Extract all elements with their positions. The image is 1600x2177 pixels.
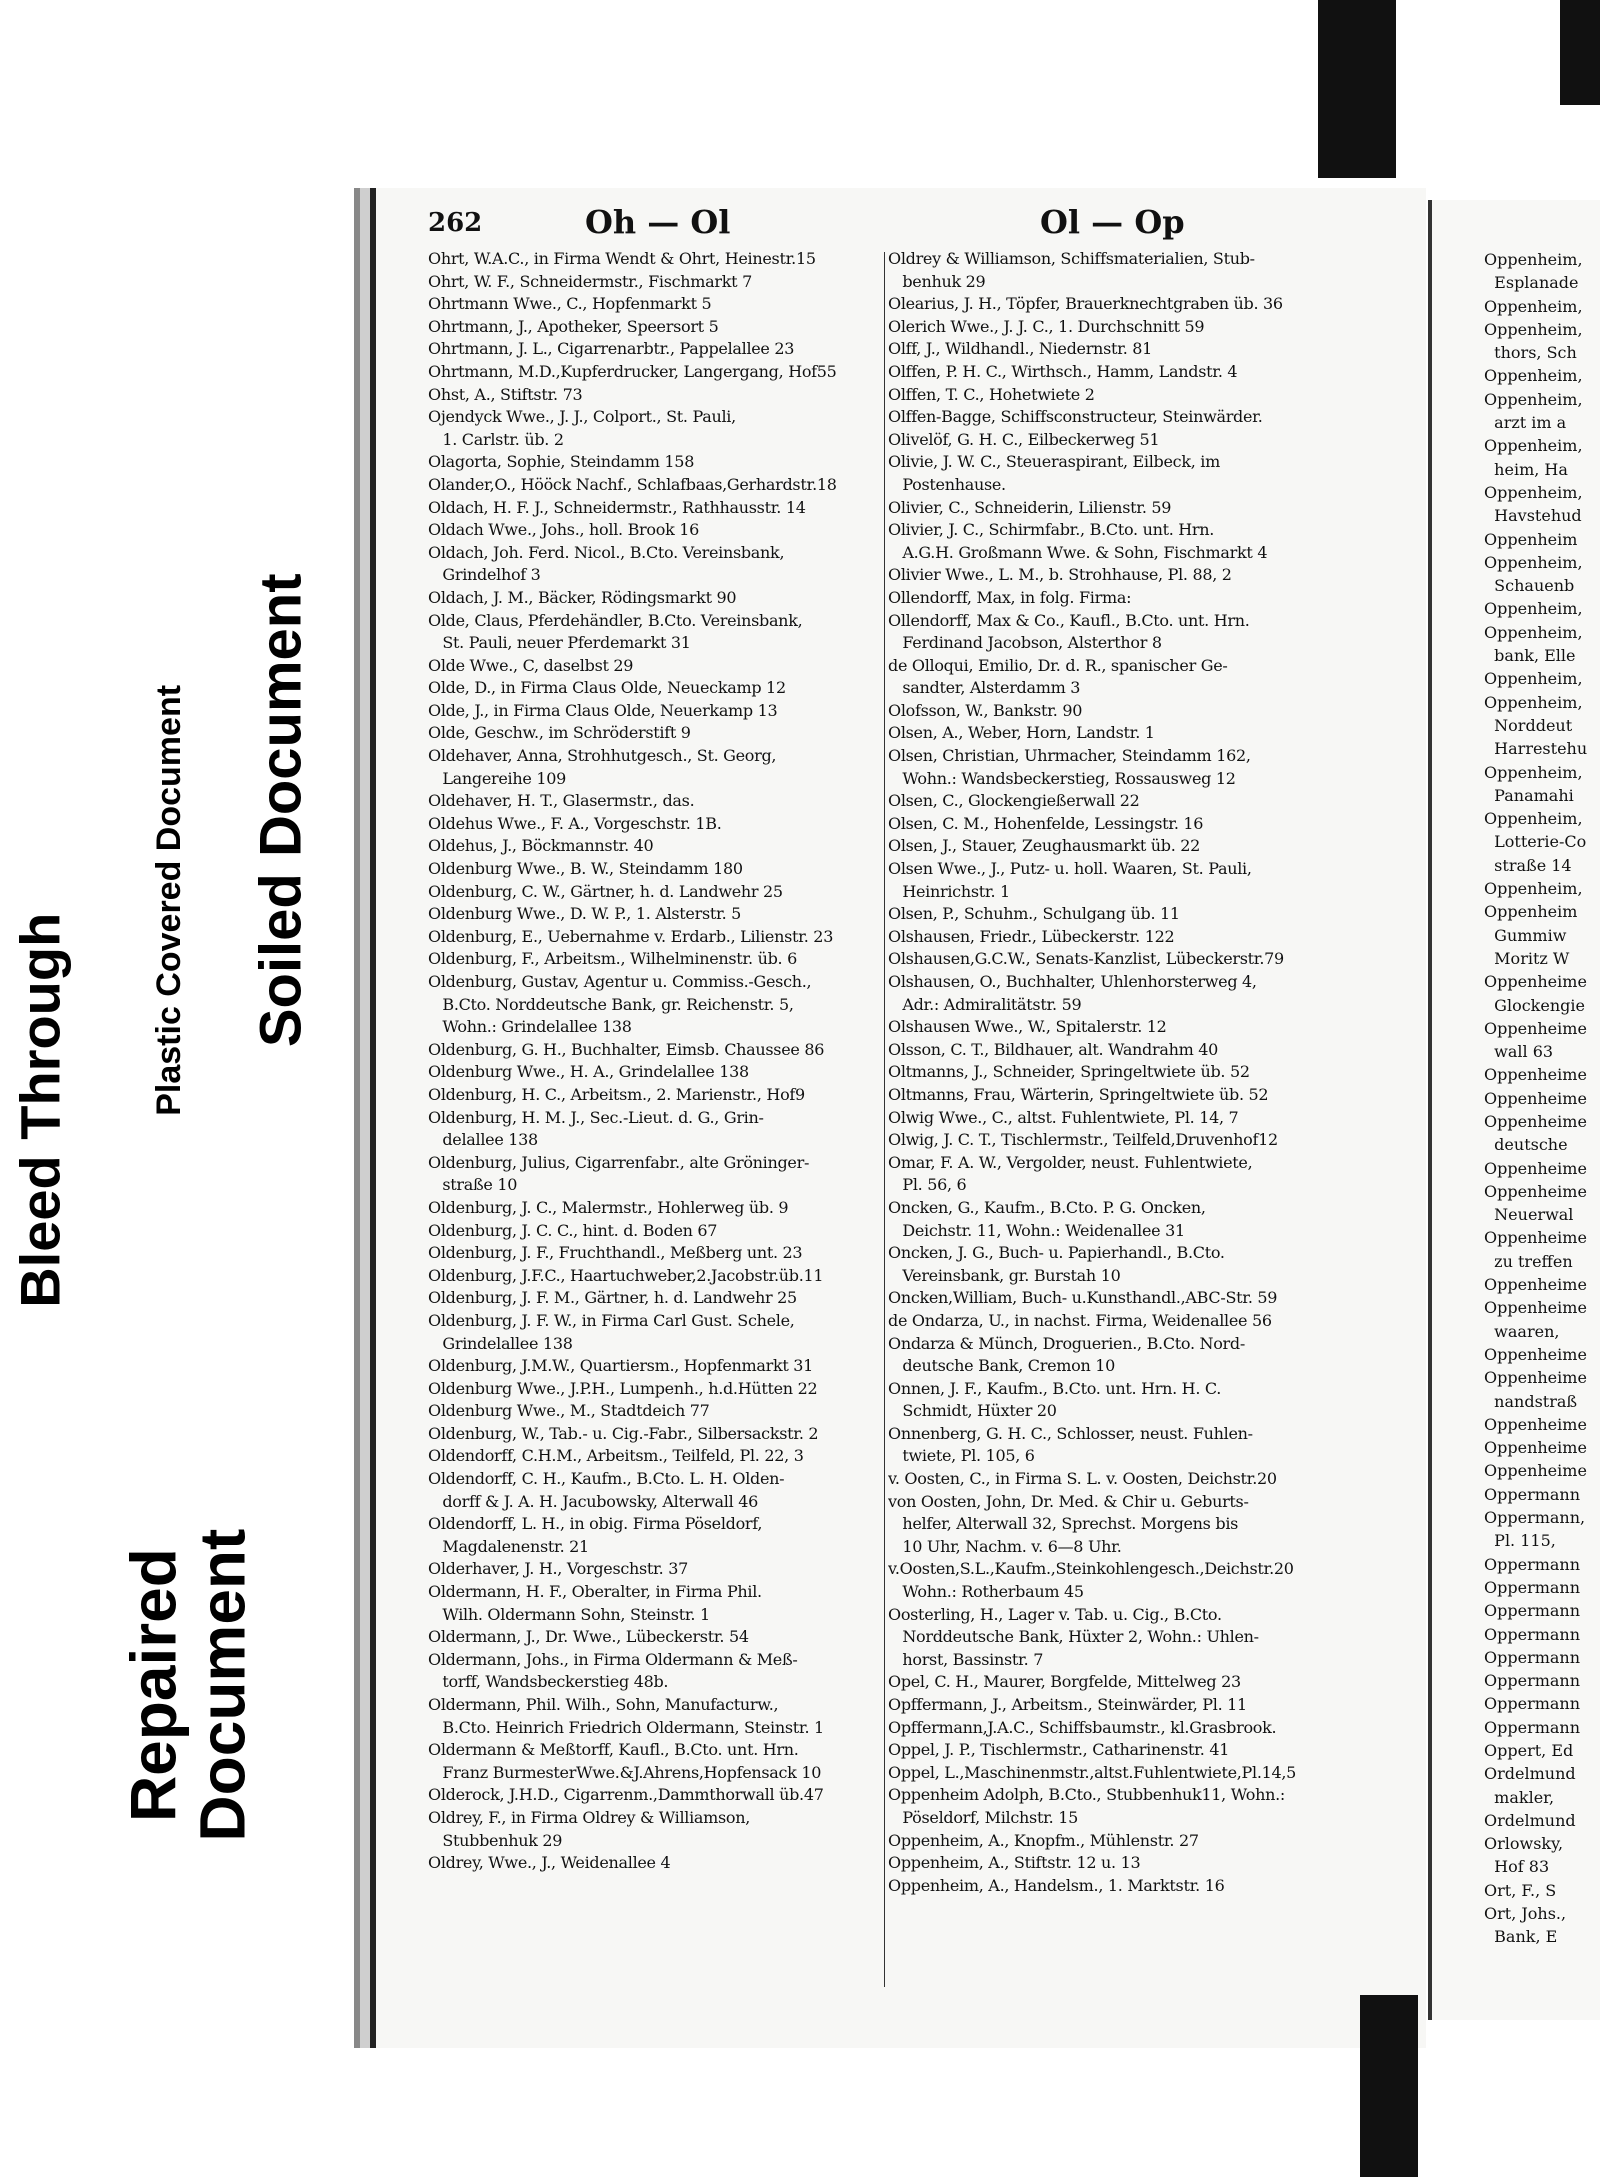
directory-entry-line: Oppenheime xyxy=(1484,1088,1587,1108)
soiled-document-label: Soiled Document xyxy=(238,510,326,1110)
directory-entry-line: Lotterie-Co xyxy=(1484,832,1587,852)
directory-entry-line: Stubbenhuk 29 xyxy=(428,1830,563,1850)
directory-entry-line: Ohrtmann, J., Apotheker, Speersort 5 xyxy=(428,316,719,336)
directory-entry-line: Pl. 56, 6 xyxy=(888,1175,967,1195)
directory-entry-line: Ojendyck Wwe., J. J., Colport., St. Pauli, xyxy=(428,407,736,427)
directory-entry-line: Opel, C. H., Maurer, Borgfelde, Mittelweg 23 xyxy=(888,1672,1241,1692)
directory-entry-line: Ordelmund xyxy=(1484,1810,1576,1830)
binding-clip-right xyxy=(1560,0,1600,105)
directory-entry-line: Harrestehu xyxy=(1484,739,1588,759)
directory-entry-line: Oppenheim, xyxy=(1484,552,1583,572)
directory-entry-line: Pl. 115, xyxy=(1484,1531,1556,1551)
directory-entry-line: helfer, Alterwall 32, Sprechst. Morgens bis xyxy=(888,1514,1239,1534)
directory-entry-line: Oppel, J. P., Tischlermstr., Catharinenstr. 41 xyxy=(888,1740,1230,1760)
directory-entry-line: Oldehaver, H. T., Glasermstr., das. xyxy=(428,791,695,811)
directory-entry-line: Oppermann xyxy=(1484,1694,1581,1714)
directory-entry-line: Oppermann xyxy=(1484,1554,1581,1574)
directory-entry-line: thors, Sch xyxy=(1484,343,1577,363)
directory-entry-line: Olsen, Christian, Uhrmacher, Steindamm 162, xyxy=(888,746,1251,766)
directory-entry-line: Oldendorff, C. H., Kaufm., B.Cto. L. H. Olden- xyxy=(428,1469,785,1489)
directory-entry-line: Olde, J., in Firma Claus Olde, Neuerkamp 13 xyxy=(428,700,778,720)
directory-entry-line: Oppenheime xyxy=(1484,1344,1587,1364)
directory-entry-line: Oldendorff, C.H.M., Arbeitsm., Teilfeld, Pl. 22, 3 xyxy=(428,1446,804,1466)
directory-entry-line: Oldermann, H. F., Oberalter, in Firma Phil. xyxy=(428,1582,762,1602)
directory-entry-line: Oncken, G., Kaufm., B.Cto. P. G. Oncken, xyxy=(888,1197,1206,1217)
directory-entry-line: Oppenheim, xyxy=(1484,809,1583,829)
directory-entry-line: Oldenburg, J. F. M., Gärtner, h. d. Landwehr 25 xyxy=(428,1288,797,1308)
directory-entry-line: Hof 83 xyxy=(1484,1857,1550,1877)
directory-entry-line: Ohrtmann Wwe., C., Hopfenmarkt 5 xyxy=(428,294,712,314)
directory-entry-line: Oppenheime xyxy=(1484,1414,1587,1434)
directory-entry-line: Oppenheime xyxy=(1484,1461,1587,1481)
directory-entry-line: Oldenburg, C. W., Gärtner, h. d. Landwehr 25 xyxy=(428,881,783,901)
directory-entry-line: Olde Wwe., C, daselbst 29 xyxy=(428,655,634,675)
directory-entry-line: Opffermann, J., Arbeitsm., Steinwärder, Pl. 11 xyxy=(888,1695,1247,1714)
directory-entry-line: Olshausen, O., Buchhalter, Uhlenhorsterweg 4, xyxy=(888,972,1257,991)
directory-entry-line: Havstehud xyxy=(1484,506,1582,526)
directory-entry-line: Oppenheim, xyxy=(1484,482,1583,502)
directory-entry-line: Oppenheime xyxy=(1484,972,1587,992)
directory-entry-line: Oppenheime xyxy=(1484,1158,1587,1178)
directory-entry-line: Oldenburg, H. C., Arbeitsm., 2. Marienstr., Hof9 xyxy=(428,1084,805,1104)
directory-entry-line: Oppenheim, xyxy=(1484,622,1583,642)
directory-entry-line: Olivier, C., Schneiderin, Lilienstr. 59 xyxy=(888,497,1172,517)
directory-entry-line: Bank, E xyxy=(1484,1927,1558,1947)
directory-entry-line: benhuk 29 xyxy=(888,271,986,291)
directory-entry-line: v.Oosten,S.L.,Kaufm.,Steinkohlengesch.,Deichstr.20 xyxy=(888,1559,1294,1579)
directory-entry-line: Oldrey, Wwe., J., Weidenallee 4 xyxy=(428,1853,671,1873)
directory-entry-line: Wohn.: Wandsbeckerstieg, Rossausweg 12 xyxy=(888,768,1236,788)
directory-entry-line: horst, Bassinstr. 7 xyxy=(888,1649,1044,1669)
directory-entry-line: Schmidt, Hüxter 20 xyxy=(888,1401,1057,1421)
directory-entry-line: Oppermann xyxy=(1484,1484,1581,1504)
directory-entry-line: Oldermann, Johs., in Firma Oldermann & Meß- xyxy=(428,1649,798,1669)
directory-entry-line: Magdalenenstr. 21 xyxy=(428,1536,589,1556)
directory-entry-line: Oldenburg, J. C. C., hint. d. Boden 67 xyxy=(428,1220,718,1240)
directory-entry-line: Oppenheim, xyxy=(1484,692,1583,712)
directory-entry-line: Norddeutsche Bank, Hüxter 2, Wohn.: Uhlen- xyxy=(888,1627,1259,1647)
directory-entry-line: Onnen, J. F., Kaufm., B.Cto. unt. Hrn. H. C. xyxy=(888,1378,1222,1398)
directory-entry-line: Oldehus Wwe., F. A., Vorgeschstr. 1B. xyxy=(428,813,722,833)
directory-entry-line: Oppenheim, xyxy=(1484,319,1583,339)
directory-entry-line: Oldenburg, E., Uebernahme v. Erdarb., Lilienstr. 23 xyxy=(428,926,834,946)
directory-entry-line: Wohn.: Grindelallee 138 xyxy=(428,1017,632,1037)
directory-entry-line: Oldehaver, Anna, Strohhutgesch., St. Georg, xyxy=(428,746,777,766)
directory-entry-line: deutsche Bank, Cremon 10 xyxy=(888,1356,1116,1376)
directory-entry-line: twiete, Pl. 105, 6 xyxy=(888,1446,1035,1466)
directory-entry-line: Oldenburg Wwe., J.P.H., Lumpenh., h.d.Hütten 22 xyxy=(428,1378,818,1398)
directory-entry-line: Olff, J., Wildhandl., Niedernstr. 81 xyxy=(888,339,1153,359)
directory-entry-line: Ollendorff, Max & Co., Kaufl., B.Cto. unt. Hrn. xyxy=(888,610,1250,630)
directory-entry-line: Olshausen,G.C.W., Senats-Kanzlist, Lübeckerstr.79 xyxy=(888,949,1284,969)
directory-entry-line: von Oosten, John, Dr. Med. & Chir u. Geburts- xyxy=(888,1491,1249,1511)
directory-entry-line: Olwig, J. C. T., Tischlermstr., Teilfeld,Druvenhof12 xyxy=(888,1130,1278,1150)
directory-entry-line: Oppenheime xyxy=(1484,1275,1587,1295)
directory-entry-line: St. Pauli, neuer Pferdemarkt 31 xyxy=(428,633,691,653)
directory-entry-line: Oldenburg, Julius, Cigarrenfabr., alte Gröninger- xyxy=(428,1152,810,1172)
directory-entry-line: Olearius, J. H., Töpfer, Brauerknechtgraben üb. 36 xyxy=(888,294,1283,314)
directory-entry-line: Oldenburg, J.M.W., Quartiersm., Hopfenmarkt 31 xyxy=(428,1356,814,1376)
directory-entry-line: torff, Wandsbeckerstieg 48b. xyxy=(428,1672,669,1692)
directory-entry-line: Oldenburg Wwe., M., Stadtdeich 77 xyxy=(428,1401,710,1421)
directory-entry-line: Schauenb xyxy=(1484,576,1575,596)
directory-entry-line: Oldendorff, L. H., in obig. Firma Pöseldorf, xyxy=(428,1514,763,1534)
directory-entry-line: Olander,O., Hööck Nachf., Schlafbaas,Gerhardstr.18 xyxy=(428,474,837,494)
directory-entry-line: Olsen, J., Stauer, Zeughausmarkt üb. 22 xyxy=(888,836,1201,856)
directory-entry-line: Panamahi xyxy=(1484,785,1574,805)
directory-entry-line: Oppenheime xyxy=(1484,1111,1587,1131)
directory-entry-line: v. Oosten, C., in Firma S. L. v. Oosten, Deichstr.20 xyxy=(888,1469,1277,1489)
directory-entry-line: Oldach, J. M., Bäcker, Rödingsmarkt 90 xyxy=(428,587,737,607)
next-page-entries xyxy=(1484,248,1587,1949)
directory-entry-line: Oppenheim Adolph, B.Cto., Stubbenhuk11, Wohn.: xyxy=(888,1785,1285,1805)
directory-entry-line: Oltmanns, J., Schneider, Springeltwiete üb. 52 xyxy=(888,1062,1250,1082)
directory-entry-line: Oppenheime xyxy=(1484,1438,1587,1458)
directory-entry-line: Oldenburg, J.F.C., Haartuchweber,2.Jacobstr.üb.11 xyxy=(428,1265,824,1285)
directory-entry-line: Oppermann, xyxy=(1484,1508,1586,1528)
directory-entry-line: Oltmanns, Frau, Wärterin, Springeltwiete üb. 52 xyxy=(888,1084,1269,1104)
directory-entry-line: Oppermann xyxy=(1484,1671,1581,1691)
directory-entry-line: Glockengie xyxy=(1484,995,1585,1015)
directory-entry-line: Olsen, C. M., Hohenfelde, Lessingstr. 16 xyxy=(888,813,1204,833)
directory-entry-line: Oppenheim, xyxy=(1484,599,1583,619)
directory-entry-line: Oldenburg, Gustav, Agentur u. Commiss.-Gesch., xyxy=(428,972,812,991)
directory-entry-line: Oppert, Ed xyxy=(1484,1741,1574,1760)
directory-entry-line: Oppenheim, xyxy=(1484,762,1583,782)
directory-entry-line: Wilh. Oldermann Sohn, Steinstr. 1 xyxy=(428,1604,710,1624)
directory-entry-line: Oppenheime xyxy=(1484,1368,1587,1388)
directory-entry-line: Oncken,William, Buch- u.Kunsthandl.,ABC-Str. 59 xyxy=(888,1288,1278,1308)
directory-entry-line: Oppenheim, xyxy=(1484,389,1583,409)
directory-entry-line: A.G.H. Großmann Wwe. & Sohn, Fischmarkt 4 xyxy=(888,542,1268,562)
directory-entry-line: Oppermann xyxy=(1484,1577,1581,1597)
directory-entry-line: Oldrey & Williamson, Schiffsmaterialien, Stub- xyxy=(888,249,1255,268)
directory-entry-line: Oldermann, Phil. Wilh., Sohn, Manufacturw., xyxy=(428,1695,779,1714)
directory-entry-line: Neuerwal xyxy=(1484,1205,1574,1225)
directory-entry-line: Ohrt, W. F., Schneidermstr., Fischmarkt 7 xyxy=(428,271,752,291)
directory-entry-line: Oppenheim, A., Stiftstr. 12 u. 13 xyxy=(888,1853,1141,1873)
directory-entry-line: Olivelöf, G. H. C., Eilbeckerweg 51 xyxy=(888,429,1160,449)
directory-entry-line: arzt im a xyxy=(1484,413,1567,433)
header-right-range: Ol — Op xyxy=(1040,203,1185,241)
directory-entry-line: straße 10 xyxy=(428,1175,518,1195)
directory-entry-line: Olsson, C. T., Bildhauer, alt. Wandrahm 40 xyxy=(888,1039,1219,1059)
directory-entry-line: waaren, xyxy=(1484,1321,1560,1341)
directory-entry-line: Orlowsky, xyxy=(1484,1834,1564,1854)
directory-entry-line: Oppel, L.,Maschinenmstr.,altst.Fuhlentwiete,Pl.14,5 xyxy=(888,1762,1297,1782)
directory-entry-line: Oppermann xyxy=(1484,1601,1581,1621)
repaired-document-label: Repaired Document xyxy=(98,1420,278,1950)
directory-entry-line: Oldach, H. F. J., Schneidermstr., Rathhausstr. 14 xyxy=(428,497,806,517)
directory-entry-line: Oppenheim, xyxy=(1484,366,1583,386)
directory-entry-line: Oldermann, J., Dr. Wwe., Lübeckerstr. 54 xyxy=(428,1627,749,1647)
directory-entry-line: Adr.: Admiralitätstr. 59 xyxy=(888,994,1082,1014)
directory-entry-line: Oldenburg, J. F., Fruchthandl., Meßberg unt. 23 xyxy=(428,1243,803,1263)
directory-entry-line: nandstraß xyxy=(1484,1391,1578,1411)
directory-entry-line: Olffen, P. H. C., Wirthsch., Hamm, Landstr. 4 xyxy=(888,361,1238,381)
directory-entry-line: Olsen, P., Schuhm., Schulgang üb. 11 xyxy=(888,904,1180,924)
directory-entry-line: Ferdinand Jacobson, Alsterthor 8 xyxy=(888,633,1162,653)
directory-entry-line: Gummiw xyxy=(1484,925,1567,945)
directory-entry-line: Heinrichstr. 1 xyxy=(888,881,1010,901)
directory-entry-line: Olagorta, Sophie, Steindamm 158 xyxy=(428,452,695,472)
directory-entry-line: Oldenburg, G. H., Buchhalter, Eimsb. Chaussee 86 xyxy=(428,1039,825,1059)
directory-entry-line: Oppermann xyxy=(1484,1717,1581,1737)
directory-entry-line: zu treffen xyxy=(1484,1251,1573,1271)
directory-entry-line: Ohrt, W.A.C., in Firma Wendt & Ohrt, Heinestr.15 xyxy=(428,249,816,268)
directory-entry-line: Oldenburg, W., Tab.- u. Cig.-Fabr., Silbersackstr. 2 xyxy=(428,1423,819,1443)
directory-entry-line: Olsen, C., Glockengießerwall 22 xyxy=(888,791,1140,811)
directory-entry-line: de Olloqui, Emilio, Dr. d. R., spanischer Ge- xyxy=(888,655,1228,675)
directory-entry-line: heim, Ha xyxy=(1484,459,1568,479)
directory-entry-line: Olshausen, Friedr., Lübeckerstr. 122 xyxy=(888,926,1175,946)
directory-entry-line: Oldehus, J., Böckmannstr. 40 xyxy=(428,836,654,856)
directory-entry-line: wall 63 xyxy=(1484,1042,1554,1062)
directory-entry-line: sandter, Alsterdamm 3 xyxy=(888,678,1081,698)
directory-entry-line: Esplanade xyxy=(1484,273,1579,293)
directory-entry-line: Grindelhof 3 xyxy=(428,565,541,585)
directory-entry-line: Vereinsbank, gr. Burstah 10 xyxy=(888,1265,1121,1285)
directory-entry-line: Olwig Wwe., C., altst. Fuhlentwiete, Pl. 14, 7 xyxy=(888,1107,1239,1127)
directory-entry-line: Oppenheime xyxy=(1484,1065,1587,1085)
plastic-covered-label: Plastic Covered Document xyxy=(140,590,198,1210)
directory-entry-line: Oldenburg, H. M. J., Sec.-Lieut. d. G., Grin- xyxy=(428,1107,764,1127)
directory-entry-line: makler, xyxy=(1484,1787,1555,1807)
binding-clip-bottom xyxy=(1360,1995,1418,2177)
directory-entry-line: 1. Carlstr. üb. 2 xyxy=(428,429,564,449)
directory-entry-line: Oldrey, F., in Firma Oldrey & Williamson, xyxy=(428,1807,751,1827)
directory-entry-line: Oppermann xyxy=(1484,1624,1581,1644)
directory-entry-line: Onnenberg, G. H. C., Schlosser, neust. Fuhlen- xyxy=(888,1423,1253,1443)
directory-entry-line: Oldenburg, J. C., Malermstr., Hohlerweg üb. 9 xyxy=(428,1197,789,1217)
directory-entry-line: Olivier Wwe., L. M., b. Strohhause, Pl. 88, 2 xyxy=(888,565,1232,585)
directory-entry-line: Olffen, T. C., Hohetwiete 2 xyxy=(888,384,1095,404)
directory-entry-line: Olsen, A., Weber, Horn, Landstr. 1 xyxy=(888,723,1155,743)
directory-entry-line: Oldenburg Wwe., B. W., Steindamm 180 xyxy=(428,859,743,879)
directory-entry-line: Oppenheime xyxy=(1484,1181,1587,1201)
directory-entry-line: Oppenheim, xyxy=(1484,879,1583,899)
header-left-range: Oh — Ol xyxy=(585,203,731,241)
directory-entry-line: Pöseldorf, Milchstr. 15 xyxy=(888,1807,1078,1827)
directory-entry-line: Langereihe 109 xyxy=(428,768,566,788)
directory-entry-line: Ort, F., S xyxy=(1484,1880,1557,1900)
directory-entry-line: B.Cto. Heinrich Friedrich Oldermann, Steinstr. 1 xyxy=(428,1717,824,1737)
directory-entry-line: Ohst, A., Stiftstr. 73 xyxy=(428,384,583,404)
directory-entry-line: Olivier, J. C., Schirmfabr., B.Cto. unt. Hrn. xyxy=(888,520,1215,540)
directory-entry-line: Wohn.: Rotherbaum 45 xyxy=(888,1582,1084,1602)
directory-entry-line: Olde, Geschw., im Schröderstift 9 xyxy=(428,723,691,743)
directory-entry-line: Oldenburg Wwe., H. A., Grindelallee 138 xyxy=(428,1062,749,1082)
directory-entry-line: Oldenburg, F., Arbeitsm., Wilhelminenstr. üb. 6 xyxy=(428,949,797,969)
directory-entry-line: Oppenheime xyxy=(1484,1298,1587,1318)
directory-entry-line: Olerich Wwe., J. J. C., 1. Durchschnitt 59 xyxy=(888,316,1205,336)
bleed-through-label: Bleed Through xyxy=(0,830,82,1390)
directory-entry-line: Ollendorff, Max, in folg. Firma: xyxy=(888,587,1132,607)
left-column-entries xyxy=(428,248,886,1875)
directory-entry-line: Postenhause. xyxy=(888,474,1006,494)
directory-entry-line: Oldermann & Meßtorff, Kaufl., B.Cto. unt. Hrn. xyxy=(428,1740,799,1760)
directory-entry-line: delallee 138 xyxy=(428,1130,538,1150)
directory-entry-line: de Ondarza, U., in nachst. Firma, Weidenallee 56 xyxy=(888,1310,1272,1330)
directory-entry-line: Olderock, J.H.D., Cigarrenm.,Dammthorwall üb.47 xyxy=(428,1785,824,1805)
directory-entry-line: bank, Elle xyxy=(1484,646,1576,666)
directory-entry-line: Moritz W xyxy=(1484,948,1570,968)
directory-entry-line: Olsen Wwe., J., Putz- u. holl. Waaren, St. Pauli, xyxy=(888,859,1252,879)
binding-clip-top xyxy=(1318,0,1396,178)
directory-entry-line: Ordelmund xyxy=(1484,1764,1576,1784)
directory-entry-line: Opffermann,J.A.C., Schiffsbaumstr., kl.Grasbrook. xyxy=(888,1717,1277,1737)
directory-entry-line: Oppenheim, xyxy=(1484,250,1583,269)
directory-entry-line: Omar, F. A. W., Vergolder, neust. Fuhlentwiete, xyxy=(888,1152,1253,1172)
directory-entry-line: dorff & J. A. H. Jacubowsky, Alterwall 46 xyxy=(428,1491,758,1511)
directory-entry-line: straße 14 xyxy=(1484,855,1572,875)
directory-entry-line: Ohrtmann, M.D.,Kupferdrucker, Langergang, Hof55 xyxy=(428,361,837,381)
directory-entry-line: Oldach, Joh. Ferd. Nicol., B.Cto. Vereinsbank, xyxy=(428,542,785,562)
directory-entry-line: Olde, D., in Firma Claus Olde, Neueckamp 12 xyxy=(428,678,786,698)
directory-entry-line: Oppenheim, A., Handelsm., 1. Marktstr. 16 xyxy=(888,1875,1225,1895)
directory-entry-line: Oppenheime xyxy=(1484,1228,1587,1248)
directory-entry-line: 10 Uhr, Nachm. v. 6—8 Uhr. xyxy=(888,1536,1122,1556)
directory-entry-line: Oppenheim, xyxy=(1484,669,1583,689)
directory-entry-line: Olde, Claus, Pferdehändler, B.Cto. Vereinsbank, xyxy=(428,610,803,630)
directory-entry-line: Oppenheim xyxy=(1484,529,1578,549)
directory-entry-line: Norddeut xyxy=(1484,715,1573,735)
directory-entry-line: Olderhaver, J. H., Vorgeschstr. 37 xyxy=(428,1559,688,1579)
directory-entry-line: Deichstr. 11, Wohn.: Weidenallee 31 xyxy=(888,1220,1185,1240)
directory-entry-line: B.Cto. Norddeutsche Bank, gr. Reichenstr. 5, xyxy=(428,994,794,1014)
directory-entry-line: Oppenheim, xyxy=(1484,296,1583,316)
directory-entry-line: Olffen-Bagge, Schiffsconstructeur, Steinwärder. xyxy=(888,407,1263,427)
directory-entry-line: deutsche xyxy=(1484,1135,1568,1155)
directory-entry-line: Olshausen Wwe., W., Spitalerstr. 12 xyxy=(888,1017,1167,1037)
directory-entry-line: Oldach Wwe., Johs., holl. Brook 16 xyxy=(428,520,700,540)
page-number: 262 xyxy=(428,208,483,238)
directory-entry-line: Oldenburg, J. F. W., in Firma Carl Gust. Schele, xyxy=(428,1310,795,1330)
directory-entry-line: Oosterling, H., Lager v. Tab. u. Cig., B.Cto. xyxy=(888,1604,1222,1624)
directory-entry-line: Ohrtmann, J. L., Cigarrenarbtr., Pappelallee 23 xyxy=(428,339,795,359)
directory-entry-line: Olofsson, W., Bankstr. 90 xyxy=(888,700,1083,720)
directory-entry-line: Oldenburg Wwe., D. W. P., 1. Alsterstr. 5 xyxy=(428,904,742,924)
directory-entry-line: Ondarza & Münch, Droguerien., B.Cto. Nord- xyxy=(888,1333,1245,1353)
directory-entry-line: Oppenheim xyxy=(1484,902,1578,922)
directory-entry-line: Oppenheime xyxy=(1484,1018,1587,1038)
directory-entry-line: Oppenheim, A., Knopfm., Mühlenstr. 27 xyxy=(888,1830,1199,1850)
column-divider xyxy=(884,252,885,1987)
directory-entry-line: Ort, Johs., xyxy=(1484,1904,1567,1924)
directory-entry-line: Oppermann xyxy=(1484,1647,1581,1667)
directory-entry-line: Olivie, J. W. C., Steueraspirant, Eilbeck, im xyxy=(888,452,1220,472)
right-column-entries xyxy=(888,248,1346,1897)
directory-entry-line: Oncken, J. G., Buch- u. Papierhandl., B.Cto. xyxy=(888,1243,1225,1263)
directory-entry-line: Oppenheim, xyxy=(1484,436,1583,456)
directory-entry-line: Grindelallee 138 xyxy=(428,1333,573,1353)
directory-entry-line: Franz BurmesterWwe.&J.Ahrens,Hopfensack 10 xyxy=(428,1762,822,1782)
